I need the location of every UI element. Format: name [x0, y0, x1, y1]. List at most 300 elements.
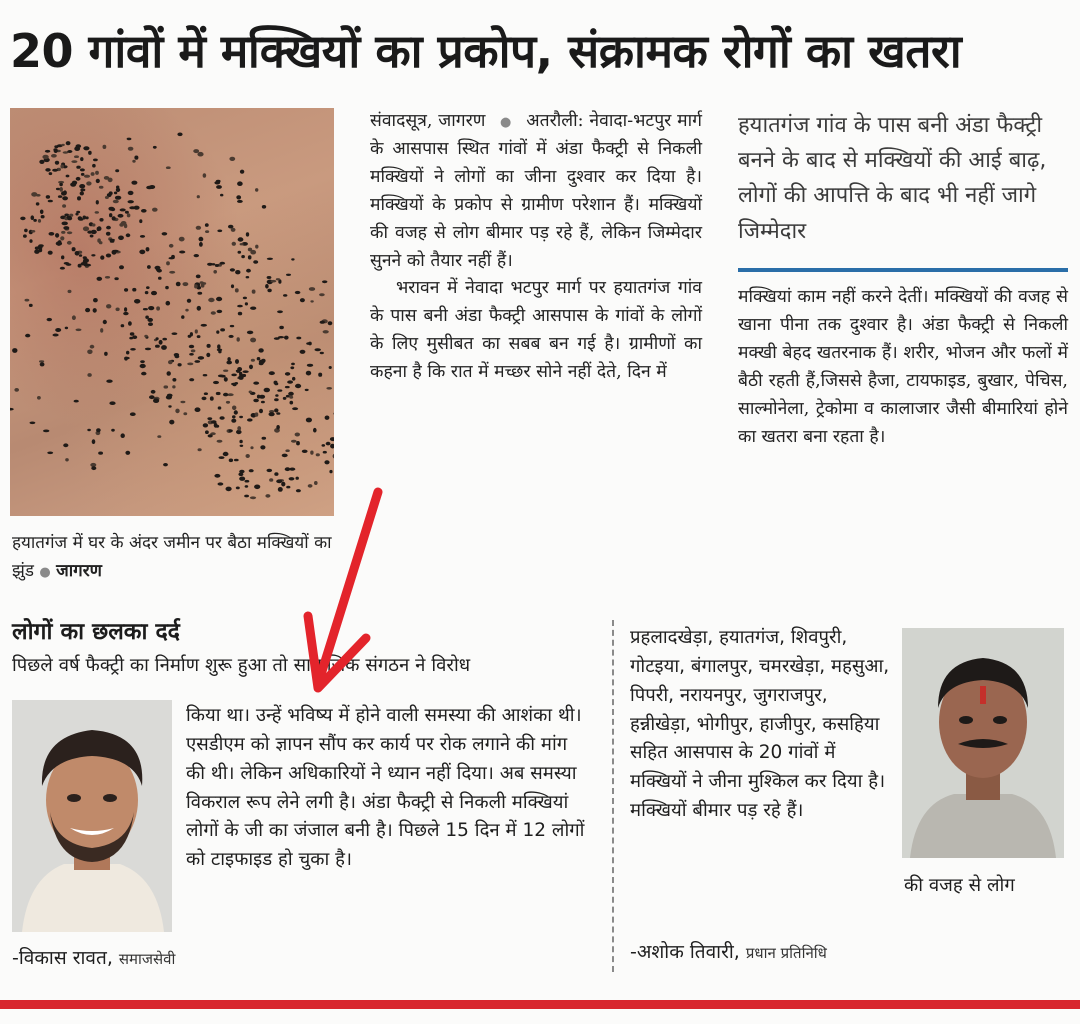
- fly-mark: [218, 482, 224, 485]
- fly-mark: [271, 280, 277, 283]
- fly-mark: [31, 215, 35, 220]
- fly-mark: [153, 146, 157, 149]
- fly-mark: [244, 495, 249, 498]
- fly-mark: [236, 370, 239, 372]
- fly-mark: [320, 352, 324, 354]
- fly-mark: [82, 189, 86, 192]
- fly-mark: [179, 237, 185, 242]
- fly-mark: [207, 344, 211, 348]
- fly-mark: [152, 208, 158, 212]
- fly-mark: [74, 155, 79, 158]
- fly-mark: [251, 359, 255, 362]
- fly-mark: [190, 332, 193, 336]
- fly-mark: [291, 440, 297, 443]
- fly-mark: [91, 254, 95, 256]
- fly-mark: [223, 370, 228, 372]
- fly-mark: [250, 446, 253, 449]
- fly-mark: [61, 191, 66, 195]
- fly-mark: [255, 188, 258, 192]
- fly-mark: [248, 255, 252, 259]
- fly-mark: [218, 406, 222, 409]
- fly-mark: [115, 196, 121, 200]
- fly-mark: [267, 258, 273, 260]
- fly-mark: [196, 275, 201, 279]
- fly-mark: [72, 181, 77, 185]
- fly-mark: [128, 200, 134, 203]
- fly-mark: [134, 156, 138, 160]
- fly-mark: [269, 371, 275, 375]
- fly-mark: [176, 282, 181, 287]
- fly-mark: [278, 487, 283, 492]
- fly-mark: [85, 308, 90, 312]
- fly-mark: [128, 191, 134, 195]
- fly-mark: [308, 342, 312, 346]
- photo-caption: [12, 530, 334, 585]
- fly-mark: [323, 451, 327, 454]
- fly-mark: [238, 312, 242, 316]
- fly-mark: [245, 485, 249, 488]
- fly-mark: [239, 477, 245, 481]
- fly-mark: [319, 293, 325, 296]
- fly-mark: [104, 352, 108, 356]
- fly-mark: [259, 360, 265, 365]
- fly-mark: [45, 150, 50, 153]
- fly-mark: [216, 392, 221, 395]
- quote-2-role: प्रधान प्रतिनिधि: [745, 944, 827, 962]
- fly-mark: [79, 184, 85, 188]
- fly-mark: [49, 172, 53, 175]
- fly-swarm: [10, 108, 334, 516]
- fly-mark: [239, 440, 242, 444]
- fly-mark: [106, 232, 111, 236]
- fly-mark: [40, 362, 45, 366]
- fly-mark: [286, 274, 291, 276]
- fly-mark: [274, 398, 279, 401]
- quote-1-body: किया था। उन्हें भविष्य में होने वाली समस्या की आशंका थी। एसडीएम को ज्ञापन सौंप कर कार्य पर रोक लगाने की मांग की थी। लेकिन अधिकारियों ने ध्यान नहीं दिया। अब समस्या विकराल रूप लेने लगी है। अंडा फैक्ट्री से निकली मक्खियां लोगों के जी का जंजाल बनी है। पिछले 15 दिन में 12 लोगों को टाइफाइड हो चुका है।: [186, 705, 585, 871]
- fly-mark: [316, 453, 320, 456]
- fly-mark: [12, 348, 17, 353]
- fly-mark: [216, 180, 221, 183]
- fly-mark: [285, 467, 291, 471]
- fly-mark: [269, 478, 273, 482]
- fly-mark: [191, 349, 196, 352]
- fly-mark: [146, 247, 150, 251]
- fly-mark: [144, 335, 148, 338]
- fly-mark: [106, 254, 111, 258]
- fly-mark: [111, 429, 115, 432]
- fly-mark: [249, 391, 252, 394]
- fly-mark: [39, 160, 44, 164]
- fly-mark: [218, 375, 224, 378]
- fly-mark: [159, 340, 163, 345]
- fly-mark: [177, 133, 182, 137]
- fly-mark: [203, 173, 207, 178]
- fly-mark: [95, 171, 99, 175]
- fly-mark: [201, 283, 205, 287]
- fly-mark: [224, 377, 228, 382]
- fly-mark: [232, 415, 236, 418]
- quote-1-attribution: [12, 944, 175, 970]
- fly-mark: [208, 298, 214, 302]
- fly-mark: [118, 236, 124, 241]
- fly-mark: [288, 392, 294, 396]
- fly-mark: [41, 215, 45, 218]
- fly-mark: [20, 217, 25, 221]
- fly-mark: [127, 138, 132, 141]
- fly-mark: [326, 442, 331, 446]
- fly-mark: [64, 214, 69, 217]
- fly-mark: [322, 444, 326, 447]
- fly-mark: [223, 393, 228, 397]
- fly-mark: [68, 290, 72, 293]
- fly-mark: [313, 428, 317, 433]
- fly-mark: [197, 152, 203, 157]
- fly-mark: [80, 168, 85, 171]
- fly-mark: [155, 345, 160, 348]
- fly-mark: [67, 241, 72, 245]
- fly-mark: [169, 420, 174, 425]
- fly-mark: [307, 364, 313, 367]
- fly-mark: [60, 236, 64, 240]
- fly-mark: [151, 291, 157, 295]
- fly-mark: [253, 399, 259, 402]
- fly-mark: [39, 360, 44, 362]
- fly-mark: [328, 321, 333, 325]
- fly-mark: [179, 251, 185, 254]
- fly-mark: [286, 486, 290, 489]
- fly-mark: [175, 355, 180, 359]
- fly-mark: [66, 175, 70, 178]
- fly-mark: [131, 181, 137, 185]
- fly-mark: [257, 357, 261, 360]
- fly-mark: [231, 284, 234, 288]
- fly-mark: [125, 211, 129, 214]
- fly-mark: [309, 287, 315, 291]
- fly-mark: [194, 360, 200, 363]
- fly-mark: [93, 298, 98, 302]
- fly-mark: [47, 452, 53, 455]
- fly-mark: [172, 332, 178, 335]
- fly-mark: [302, 450, 308, 453]
- fly-mark: [240, 243, 244, 245]
- fly-mark: [246, 269, 251, 273]
- fly-mark: [76, 144, 82, 148]
- fly-mark: [92, 164, 96, 168]
- fly-mark: [119, 223, 124, 227]
- quote-2-attribution: [630, 938, 827, 964]
- fly-mark: [290, 366, 294, 369]
- fly-mark: [105, 196, 109, 199]
- fly-mark: [238, 237, 244, 241]
- fly-mark: [295, 384, 301, 388]
- fly-mark: [292, 377, 295, 381]
- story-paragraph-1: [370, 108, 702, 275]
- fly-mark: [76, 177, 81, 181]
- fly-mark: [195, 407, 201, 412]
- fly-mark: [59, 183, 63, 186]
- fly-mark: [274, 408, 278, 412]
- quote-2-main: प्रहलादखेड़ा, हयातगंज, शिवपुरी, गोटइया, बंगालपुर, चमरखेड़ा, महसुआ, पिपरी, नरायनपुर, जुगराजपुर, हन्नीखेड़ा, भोगीपुर, हाजीपुर, कसहिया सहित आसपास के 20 गांवों में मक्खियों ने जीना मुश्किल कर दिया है। मक्खियों: [630, 627, 890, 822]
- quote-2-body: [630, 624, 892, 826]
- fly-mark: [201, 324, 207, 327]
- fly-mark: [92, 223, 96, 226]
- fly-mark: [124, 224, 127, 228]
- sidebar-heading: लोगों का छलका दर्द: [12, 619, 180, 645]
- fly-mark: [172, 378, 176, 382]
- fly-mark: [269, 412, 275, 416]
- fly-mark: [238, 473, 243, 477]
- fly-mark: [246, 454, 250, 458]
- fly-mark: [48, 200, 53, 203]
- fly-mark: [231, 419, 236, 423]
- fly-mark: [255, 245, 258, 249]
- fly-mark: [285, 372, 290, 376]
- fly-mark: [109, 401, 115, 405]
- fly-mark: [87, 373, 91, 377]
- fly-mark: [147, 265, 151, 269]
- fly-mark: [163, 463, 168, 466]
- fly-mark: [83, 258, 89, 263]
- fly-mark: [153, 398, 159, 403]
- fly-mark: [56, 241, 62, 245]
- fly-mark: [97, 277, 103, 281]
- fly-mark: [84, 175, 90, 178]
- fly-mark: [71, 160, 77, 163]
- fly-mark: [274, 337, 280, 340]
- fly-mark: [14, 388, 19, 392]
- fly-mark: [126, 233, 131, 237]
- fly-mark: [245, 302, 248, 305]
- fly-mark: [66, 141, 71, 145]
- fly-mark: [60, 267, 65, 270]
- red-arrow-icon: [300, 484, 420, 706]
- fly-mark: [305, 389, 309, 391]
- fly-mark: [232, 242, 236, 246]
- fly-mark: [61, 144, 64, 146]
- fly-mark: [283, 294, 287, 297]
- fly-mark: [202, 397, 207, 401]
- fly-mark: [156, 306, 160, 310]
- fly-mark: [208, 434, 213, 437]
- fly-mark: [213, 270, 217, 274]
- fly-mark: [265, 284, 269, 289]
- fly-mark: [161, 345, 167, 350]
- fly-mark: [217, 349, 222, 352]
- fly-mark: [230, 268, 235, 271]
- fly-mark: [267, 276, 272, 279]
- fly-mark: [139, 250, 145, 255]
- fly-mark: [114, 277, 118, 280]
- fly-mark: [48, 251, 53, 255]
- fly-mark: [145, 348, 151, 351]
- fly-mark: [276, 278, 280, 280]
- fly-mark: [65, 327, 68, 330]
- fly-mark: [249, 469, 254, 472]
- fly-mark: [289, 396, 293, 399]
- fly-mark: [104, 176, 109, 180]
- quote-1-first-line: पिछले वर्ष फैक्ट्री का निर्माण शुरू हुआ तो सामाजिक संगठन ने विरोध: [12, 655, 471, 676]
- fly-mark: [132, 288, 136, 292]
- fly-mark: [65, 458, 69, 461]
- fly-mark: [237, 181, 243, 186]
- fly-mark: [216, 185, 222, 189]
- fly-mark: [246, 276, 250, 278]
- deck-divider: [738, 268, 1068, 272]
- fly-mark: [267, 289, 271, 293]
- fly-mark: [276, 412, 280, 415]
- portrait-ashok-tiwari: [902, 628, 1064, 858]
- fly-mark: [81, 262, 86, 265]
- fly-mark: [240, 445, 244, 447]
- fly-mark: [211, 263, 215, 265]
- fly-mark: [262, 437, 267, 440]
- fly-mark: [30, 422, 36, 425]
- fly-mark: [205, 223, 209, 227]
- fly-mark: [211, 311, 216, 315]
- fly-mark: [80, 191, 84, 195]
- fly-mark: [90, 345, 95, 349]
- fly-mark: [300, 298, 305, 302]
- fly-mark: [100, 328, 103, 333]
- fly-mark: [129, 337, 133, 340]
- fly-mark: [325, 416, 330, 420]
- quote-2-end: बीमार पड़ रहे हैं।: [692, 800, 804, 822]
- fly-mark: [77, 196, 81, 200]
- fly-mark: [282, 454, 288, 458]
- fly-mark: [276, 479, 282, 483]
- fly-mark: [96, 179, 100, 183]
- fly-mark: [189, 378, 194, 381]
- fly-mark: [103, 145, 107, 149]
- fly-mark: [166, 395, 172, 399]
- fly-mark: [80, 157, 83, 161]
- fly-mark: [255, 412, 259, 416]
- fly-mark: [185, 309, 188, 312]
- fly-mark: [75, 213, 78, 216]
- fly-mark: [132, 160, 135, 163]
- fly-mark: [275, 394, 278, 397]
- fly-mark: [169, 271, 175, 274]
- fly-mark: [55, 161, 59, 165]
- fly-mark: [253, 260, 258, 264]
- fly-mark: [59, 187, 63, 192]
- fly-mark: [108, 207, 114, 211]
- flies-photo: [10, 108, 334, 516]
- fly-mark: [277, 389, 282, 391]
- story-deck: हयातगंज गांव के पास बनी अंडा फैक्ट्री बनने के बाद से मक्खियों की आई बाढ़, लोगों की आपत्ति के बाद भी नहीं जागे जिम्मेदार: [738, 113, 1047, 244]
- fly-mark: [120, 208, 126, 211]
- fly-mark: [106, 304, 111, 308]
- fly-mark: [116, 188, 120, 192]
- fly-mark: [195, 329, 198, 333]
- fly-mark: [265, 494, 270, 498]
- fly-mark: [240, 170, 244, 174]
- fly-mark: [93, 159, 98, 162]
- fly-mark: [87, 350, 92, 355]
- fly-mark: [238, 251, 242, 254]
- fly-mark: [166, 166, 171, 169]
- fly-mark: [25, 334, 30, 338]
- fly-mark: [91, 172, 95, 176]
- fly-mark: [194, 284, 198, 288]
- fly-mark: [60, 165, 64, 169]
- story-column-middle: [370, 108, 702, 387]
- fly-mark: [213, 381, 219, 384]
- fly-mark: [287, 380, 293, 383]
- fly-mark: [123, 312, 128, 315]
- fly-mark: [234, 459, 239, 462]
- fly-mark: [215, 425, 219, 428]
- fly-mark: [220, 194, 223, 197]
- fly-mark: [329, 366, 332, 369]
- fly-mark: [322, 280, 327, 283]
- fly-mark: [250, 338, 256, 343]
- fly-mark: [130, 348, 136, 351]
- fly-mark: [260, 445, 265, 449]
- fly-mark: [147, 318, 153, 322]
- fly-mark: [229, 335, 234, 338]
- fly-mark: [199, 237, 204, 242]
- fly-mark: [217, 344, 220, 349]
- fly-mark: [330, 444, 334, 449]
- fly-mark: [79, 254, 82, 257]
- fly-mark: [165, 286, 169, 289]
- fly-mark: [24, 229, 28, 233]
- fly-mark: [58, 195, 62, 198]
- fly-mark: [219, 456, 225, 459]
- fly-mark: [96, 428, 101, 432]
- fly-mark: [296, 441, 300, 445]
- fly-mark: [76, 166, 80, 169]
- fly-mark: [130, 412, 136, 416]
- fly-mark: [62, 196, 68, 200]
- fly-mark: [61, 231, 65, 234]
- fly-mark: [264, 388, 270, 393]
- story-text-1: नेवादा-भटपुर मार्ग के आसपास स्थित गांवों में अंडा फैक्ट्री से निकली मक्खियों ने लोगों का जीना दुश्वार कर दिया है। मक्खियों के प्रकोप से ग्रामीण परेशान हैं। मक्खियों की वजह से लोग बीमार पड़ रहे हैं, लेकिन जिम्मेदार सुनने को तैयार नहीं हैं।: [370, 111, 702, 271]
- fly-mark: [333, 454, 334, 459]
- fly-mark: [323, 330, 329, 333]
- fly-mark: [220, 416, 225, 420]
- fly-mark: [306, 371, 311, 376]
- fly-mark: [267, 469, 273, 472]
- fly-mark: [295, 291, 301, 294]
- fly-mark: [164, 385, 169, 388]
- fly-mark: [86, 264, 91, 267]
- fly-mark: [97, 227, 100, 231]
- fly-mark: [183, 282, 189, 286]
- fly-mark: [286, 395, 290, 398]
- fly-mark: [49, 232, 55, 236]
- fly-mark: [143, 308, 148, 310]
- fly-mark: [43, 430, 49, 433]
- fly-mark: [310, 451, 313, 455]
- fly-mark: [300, 350, 306, 354]
- quote-1-role: समाजसेवी: [118, 950, 176, 968]
- fly-mark: [216, 330, 219, 333]
- fly-mark: [292, 407, 298, 410]
- fly-mark: [250, 307, 256, 310]
- fly-mark: [197, 335, 201, 338]
- fly-mark: [236, 195, 241, 199]
- fly-mark: [145, 291, 149, 294]
- fly-mark: [289, 477, 295, 480]
- bottom-rule: [0, 1000, 1080, 1009]
- fly-mark: [64, 262, 69, 265]
- fly-mark: [245, 480, 250, 483]
- fly-mark: [236, 487, 240, 490]
- fly-mark: [95, 211, 99, 214]
- fly-mark: [166, 261, 170, 265]
